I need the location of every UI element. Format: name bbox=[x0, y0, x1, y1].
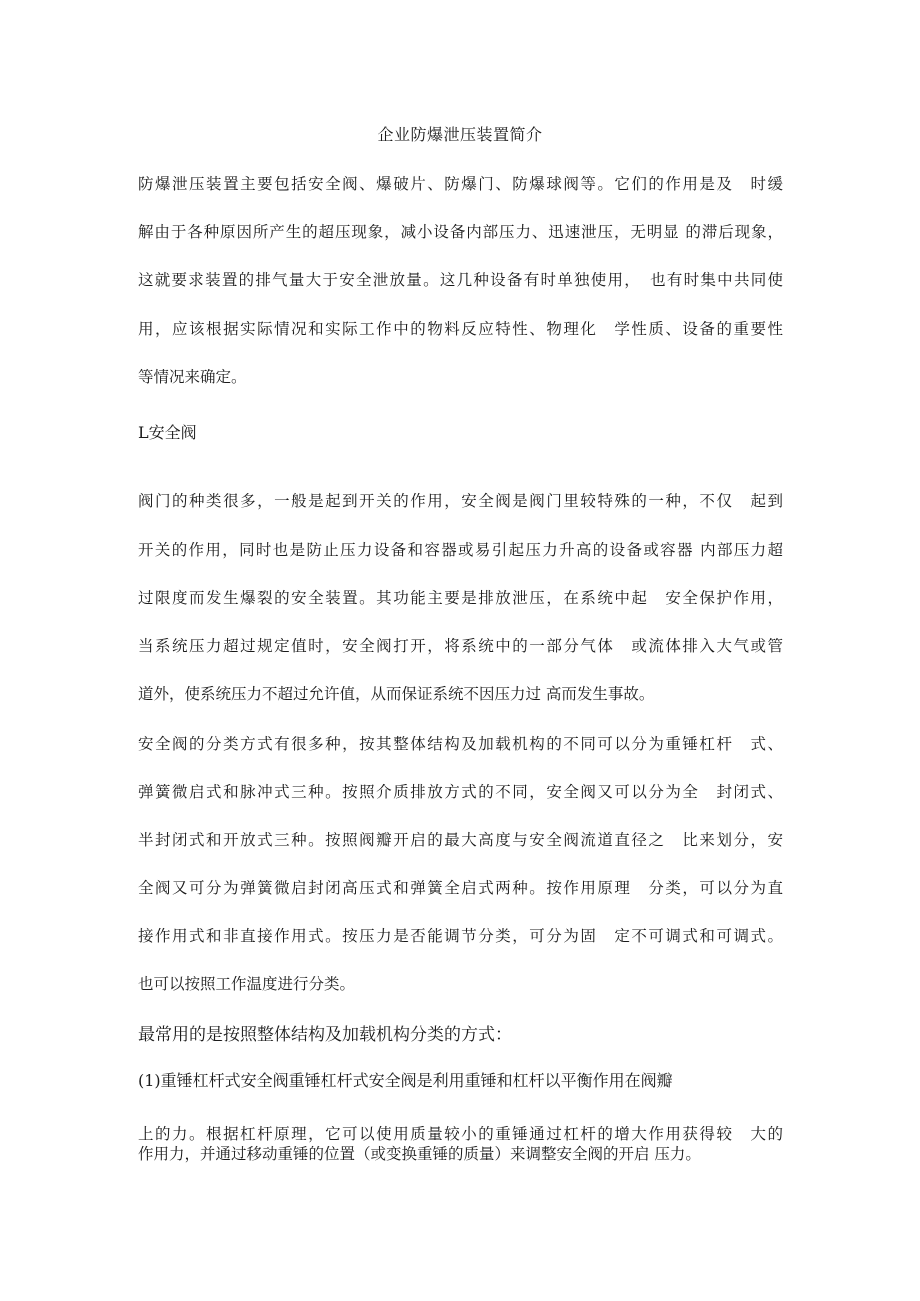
section-heading-safety-valve: L安全阀 bbox=[138, 423, 197, 442]
para2-line-1: 安全阀的分类方式有很多种，按其整体结构及加载机构的不同可以分为重锤杠杆 式、 bbox=[138, 735, 783, 753]
para1-line-2: 开关的作用，同时也是防止压力设备和容器或易引起压力升高的设备或容器 内部压力超 bbox=[138, 541, 783, 559]
para2-line-6: 也可以按照工作温度进行分类。 bbox=[138, 975, 356, 993]
para2-line-2: 弹簧微启式和脉冲式三种。按照介质排放方式的不同，安全阀又可以分为全 封闭式、 bbox=[138, 783, 783, 801]
item1-line-2: 作用力，并通过移动重锤的位置（或变换重锤的质量）来调整安全阀的开启 压力。 bbox=[138, 1145, 701, 1163]
document-title: 企业防爆泄压装置简介 bbox=[377, 125, 543, 144]
intro-line-4: 用，应该根据实际情况和实际工作中的物料反应特性、物理化 学性质、设备的重要性 bbox=[138, 320, 783, 338]
intro-line-2: 解由于各种原因所产生的超压现象，减小设备内部压力、迅速泄压，无明显 的滞后现象， bbox=[138, 223, 783, 241]
subheading-common-method: 最常用的是按照整体结构及加载机构分类的方式： bbox=[138, 1025, 512, 1045]
intro-line-5: 等情况来确定。 bbox=[138, 368, 247, 386]
para2-line-4: 全阀又可分为弹簧微启封闭高压式和弹簧全启式两种。按作用原理 分类，可以分为直 bbox=[138, 879, 783, 897]
item1-heading: (1)重锤杠杆式安全阀重锤杠杆式安全阀是利用重锤和杠杆以平衡作用在阀瓣 bbox=[138, 1071, 673, 1090]
intro-line-3: 这就要求装置的排气量大于安全泄放量。这几种设备有时单独使用， 也有时集中共同使 bbox=[138, 271, 783, 289]
intro-line-1: 防爆泄压装置主要包括安全阀、爆破片、防爆门、防爆球阀等。它们的作用是及 时缓 bbox=[138, 175, 783, 193]
para1-line-4: 当系统压力超过规定值时，安全阀打开，将系统中的一部分气体 或流体排入大气或管 bbox=[138, 637, 783, 655]
para1-line-3: 过限度而发生爆裂的安全装置。其功能主要是排放泄压，在系统中起 安全保护作用， bbox=[138, 589, 783, 607]
para1-line-1: 阀门的种类很多，一般是起到开关的作用，安全阀是阀门里较特殊的一种，不仅 起到 bbox=[138, 492, 783, 510]
item1-line-1: 上的力。根据杠杆原理，它可以使用质量较小的重锤通过杠杆的增大作用获得较 大的 bbox=[138, 1125, 783, 1143]
para2-line-3: 半封闭式和开放式三种。按照阀瓣开启的最大高度与安全阀流道直径之 比来划分，安 bbox=[138, 831, 783, 849]
para2-line-5: 接作用式和非直接作用式。按压力是否能调节分类，可分为固 定不可调式和可调式。 bbox=[138, 927, 783, 945]
para1-line-5: 道外，使系统压力不超过允许值，从而保证系统不因压力过 高而发生事故。 bbox=[138, 685, 655, 703]
